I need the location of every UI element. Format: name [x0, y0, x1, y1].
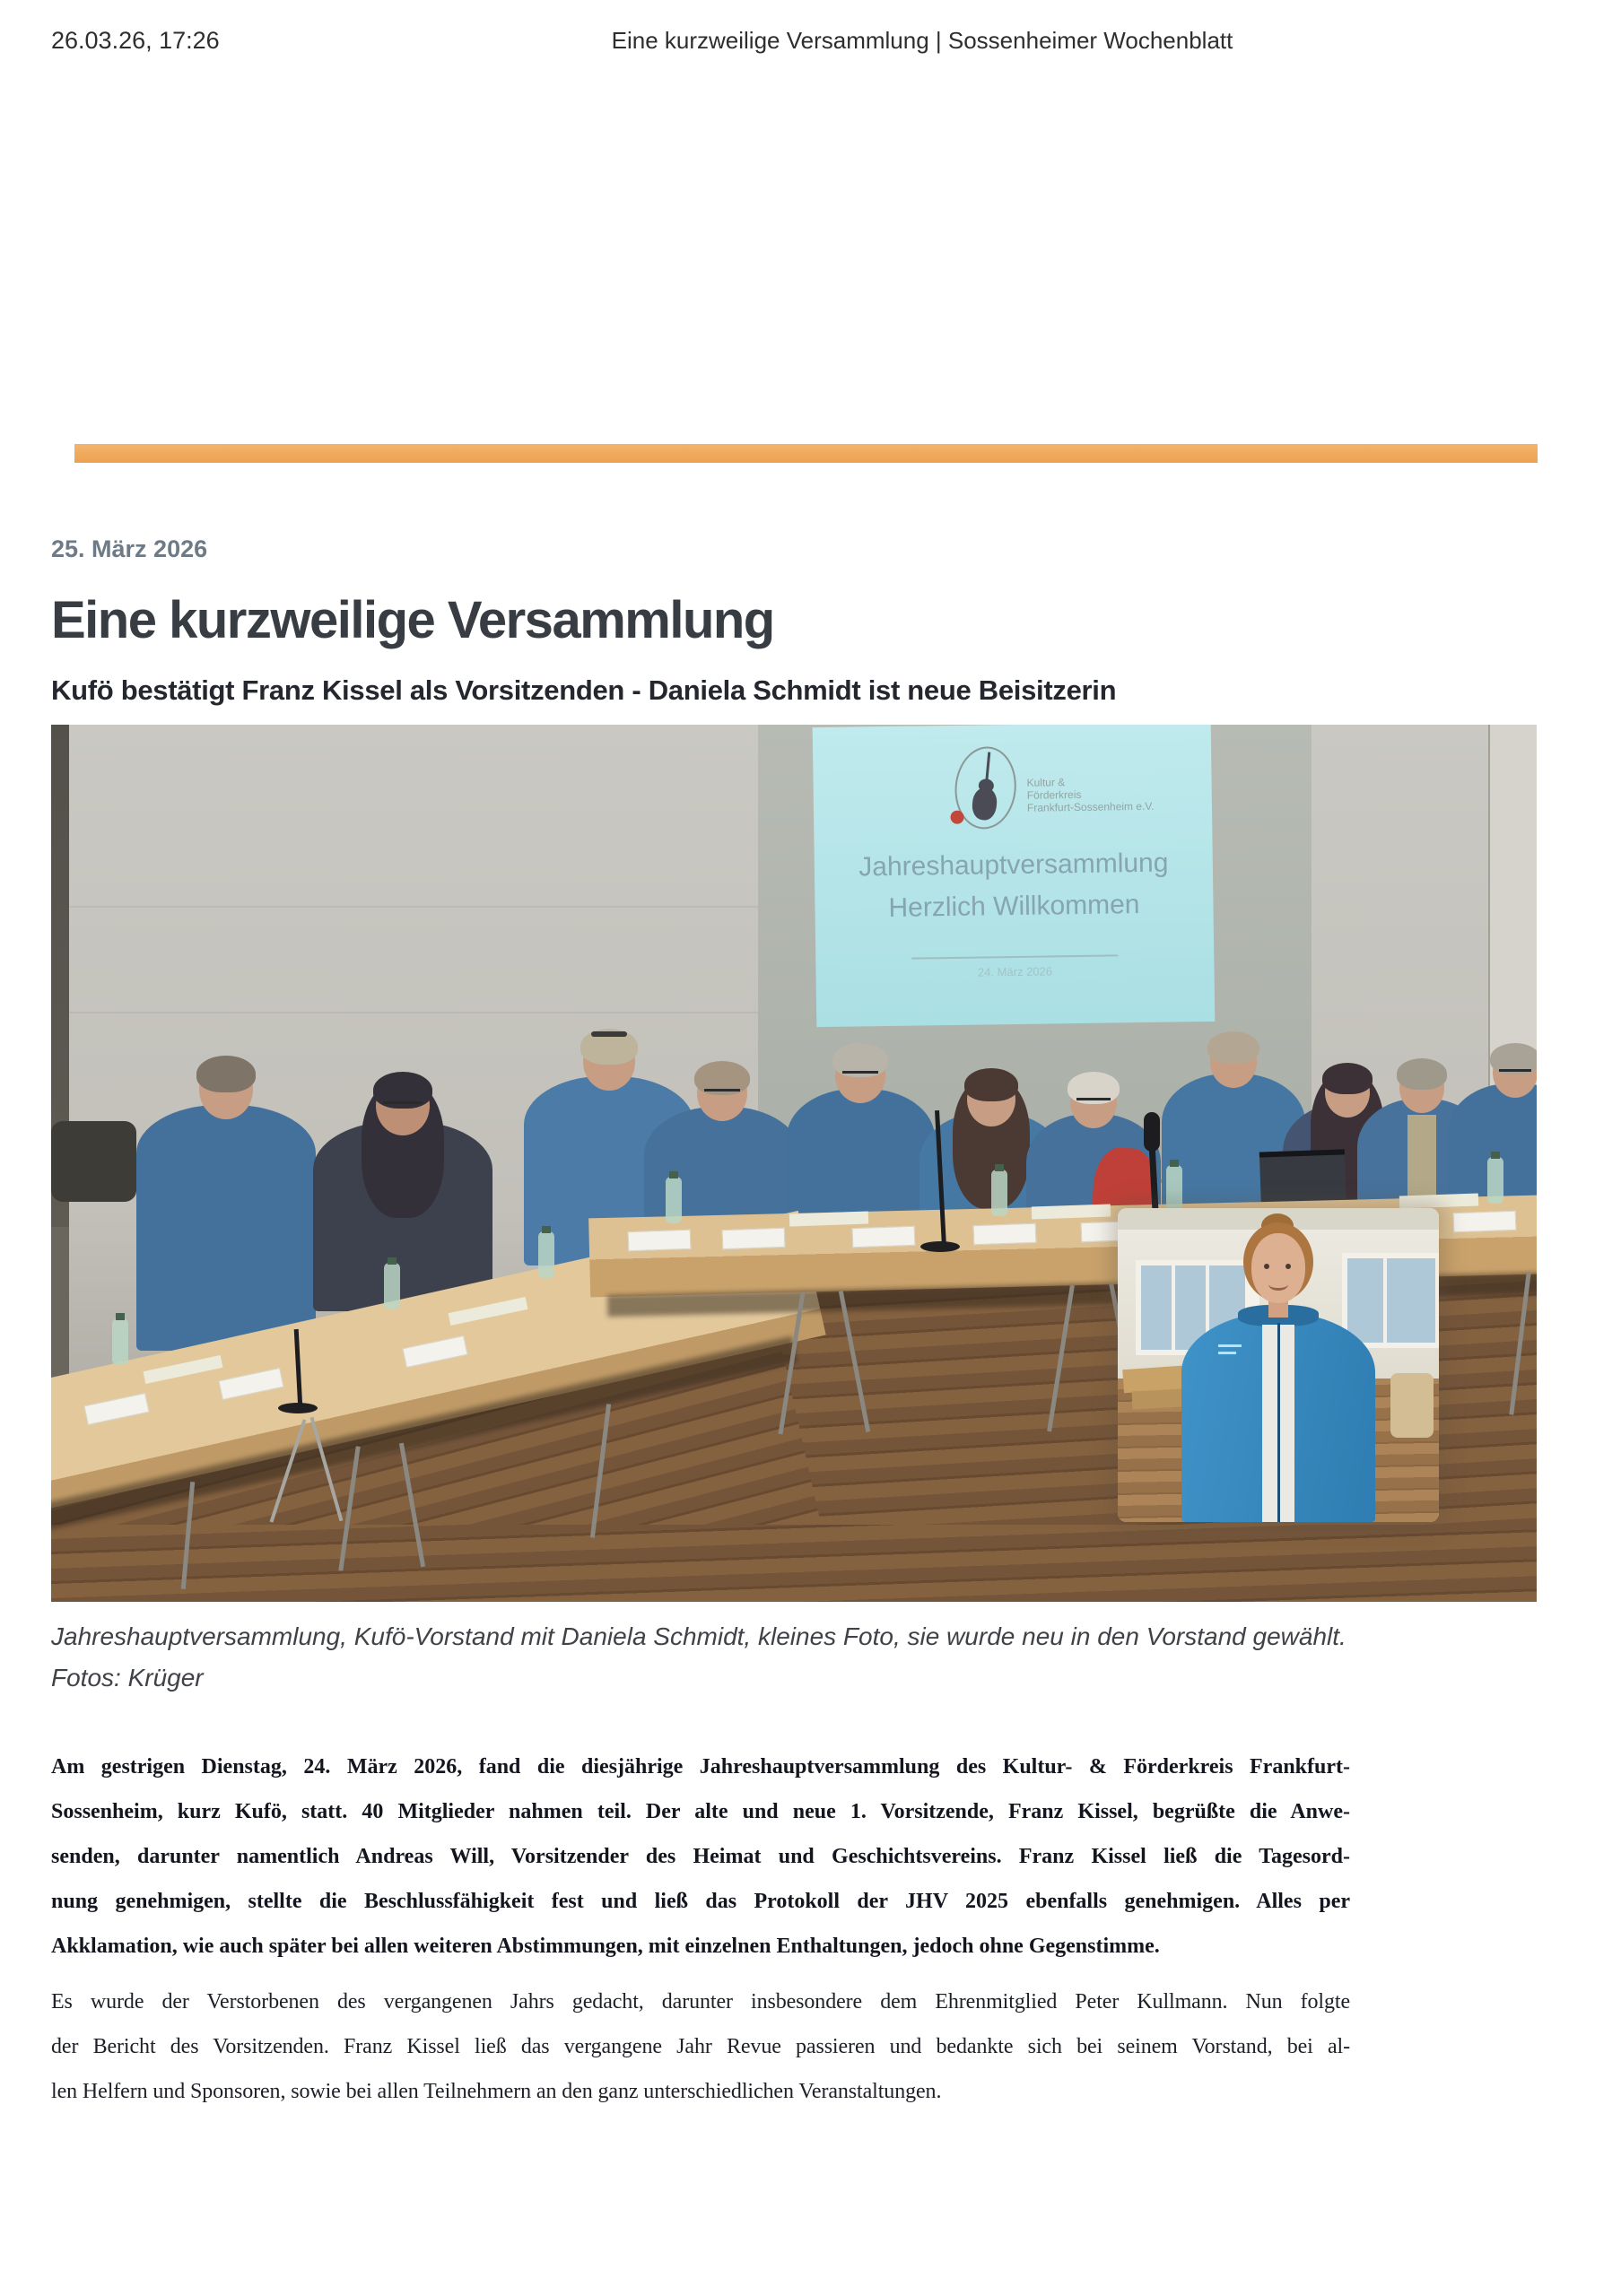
bottle-cap: [669, 1171, 678, 1178]
person-glasses: [704, 1089, 740, 1091]
water-bottle: [1487, 1157, 1503, 1204]
club-logo-violin-icon: [952, 744, 1020, 832]
bottle-cap: [116, 1313, 125, 1320]
microphone-base: [920, 1241, 960, 1252]
print-header-title: Eine kurzweilige Versammlung | Sossenheimer Wochenblatt: [611, 27, 1233, 54]
body-line: der Bericht des Vorsitzenden. Franz Kissel ließ das vergangene Jahr Revue passieren und bedankte sich bei seinem Vorstand, bei al-: [51, 2035, 1350, 2058]
person-glasses: [383, 1101, 422, 1104]
microphone-head: [1144, 1112, 1160, 1152]
projected-slide: [813, 725, 1216, 1027]
caption-line: Jahreshauptversammlung, Kufö-Vorstand mit Daniela Schmidt, kleines Foto, sie wurde neu in den Vorstand gewählt.: [51, 1622, 1346, 1650]
slide-date: 24. März 2026: [977, 964, 1053, 979]
bottle-cap: [542, 1226, 551, 1233]
jacket-logo-mark: [1218, 1352, 1236, 1354]
article-headline: Eine kurzweilige Versammlung: [51, 591, 774, 649]
body-line: Es wurde der Verstorbenen des vergangenen Jahrs gedacht, darunter insbesondere dem Ehrenmitglied Peter Kullmann. Nun folgte: [51, 1990, 1350, 2013]
article-subheadline: Kufö bestätigt Franz Kissel als Vorsitzenden - Daniela Schmidt ist neue Beisitzerin: [51, 674, 1117, 706]
woman-face: [1251, 1233, 1305, 1303]
body-line: Sossenheim, kurz Kufö, statt. 40 Mitglieder nahmen teil. Der alte und neue 1. Vorsitzende, Franz Kissel, begrüßte die Anwe-: [51, 1800, 1350, 1823]
photo-caption: [51, 1616, 1346, 1699]
water-bottle: [538, 1231, 554, 1278]
water-bottle: [991, 1170, 1007, 1216]
wood-floor: [51, 1525, 1537, 1602]
bottle-cap: [1170, 1160, 1179, 1167]
person-hair: [1322, 1063, 1373, 1094]
person-torso: [787, 1089, 935, 1222]
body-line: nung genehmigen, stellte die Beschlussfähigkeit fest und ließ das Protokoll der JHV 2025 ebenfalls genehmigen. Alles per: [51, 1890, 1350, 1913]
name-card: [852, 1226, 916, 1248]
water-bottle: [666, 1177, 682, 1223]
body-line: Am gestrigen Dienstag, 24. März 2026, fand die diesjährige Jahreshauptversammlung des Kultur- & Förderkreis Frankfurt-: [51, 1755, 1350, 1779]
person-glasses: [1499, 1069, 1531, 1072]
inset-chair: [1390, 1373, 1434, 1438]
body-paragraph-2: [51, 1982, 1350, 2117]
bottle-cap: [388, 1257, 397, 1265]
print-header-timestamp: 26.03.26, 17:26: [51, 27, 220, 54]
bottle-cap: [1491, 1152, 1500, 1159]
woman-zipper: [1277, 1323, 1280, 1522]
caption-credit: Fotos: Krüger: [51, 1664, 204, 1692]
person-glasses: [842, 1071, 878, 1074]
jacket-logo-mark: [1218, 1344, 1242, 1347]
microphone-base: [278, 1403, 318, 1413]
body-line: len Helfern und Sponsoren, sowie bei allen Teilnehmern an den ganz unterschiedlichen Veranstaltungen.: [51, 2080, 942, 2103]
sunglasses-on-head: [591, 1031, 627, 1037]
article-date: 25. März 2026: [51, 535, 208, 562]
person-hair: [1397, 1058, 1447, 1090]
body-line: Akklamation, wie auch später bei allen weiteren Abstimmungen, mit einzelnen Enthaltungen, jedoch ohne Gegenstimme.: [51, 1935, 1160, 1958]
name-card: [722, 1228, 786, 1249]
inset-window-right: [1342, 1253, 1439, 1348]
dark-object-left: [51, 1121, 136, 1202]
bottle-cap: [995, 1164, 1004, 1171]
slide-org-text: Kultur & Förderkreis Frankfurt-Sossenheim e.V.: [1026, 776, 1155, 814]
name-card: [1453, 1211, 1517, 1232]
wall-panel-line: [51, 1012, 760, 1013]
body-paragraph-1: [51, 1747, 1350, 1971]
slide-title-line2: Herzlich Willkommen: [888, 890, 1140, 923]
person-glasses: [1076, 1098, 1110, 1100]
name-card: [973, 1223, 1037, 1245]
person-torso: [136, 1105, 316, 1351]
person-hair: [964, 1068, 1018, 1101]
slide-divider: [911, 954, 1118, 959]
name-card: [628, 1230, 692, 1251]
person-hair: [1207, 1031, 1259, 1064]
body-line: senden, darunter namentlich Andreas Will, Vorsitzender des Heimat und Geschichtsvereins. Franz Kissel ließ die Tagesord-: [51, 1845, 1350, 1868]
accent-bar: [74, 444, 1538, 463]
slide-title-line1: Jahreshauptversammlung: [858, 848, 1169, 883]
person-inner-shirt: [1407, 1115, 1436, 1198]
water-bottle: [1166, 1165, 1182, 1212]
main-photo: [51, 725, 1537, 1602]
inset-photo: [1118, 1208, 1439, 1522]
logo-red-dot: [950, 810, 964, 824]
person-hair: [196, 1056, 256, 1092]
water-bottle: [112, 1318, 128, 1365]
wall-panel-line: [51, 906, 760, 908]
water-bottle: [384, 1263, 400, 1309]
